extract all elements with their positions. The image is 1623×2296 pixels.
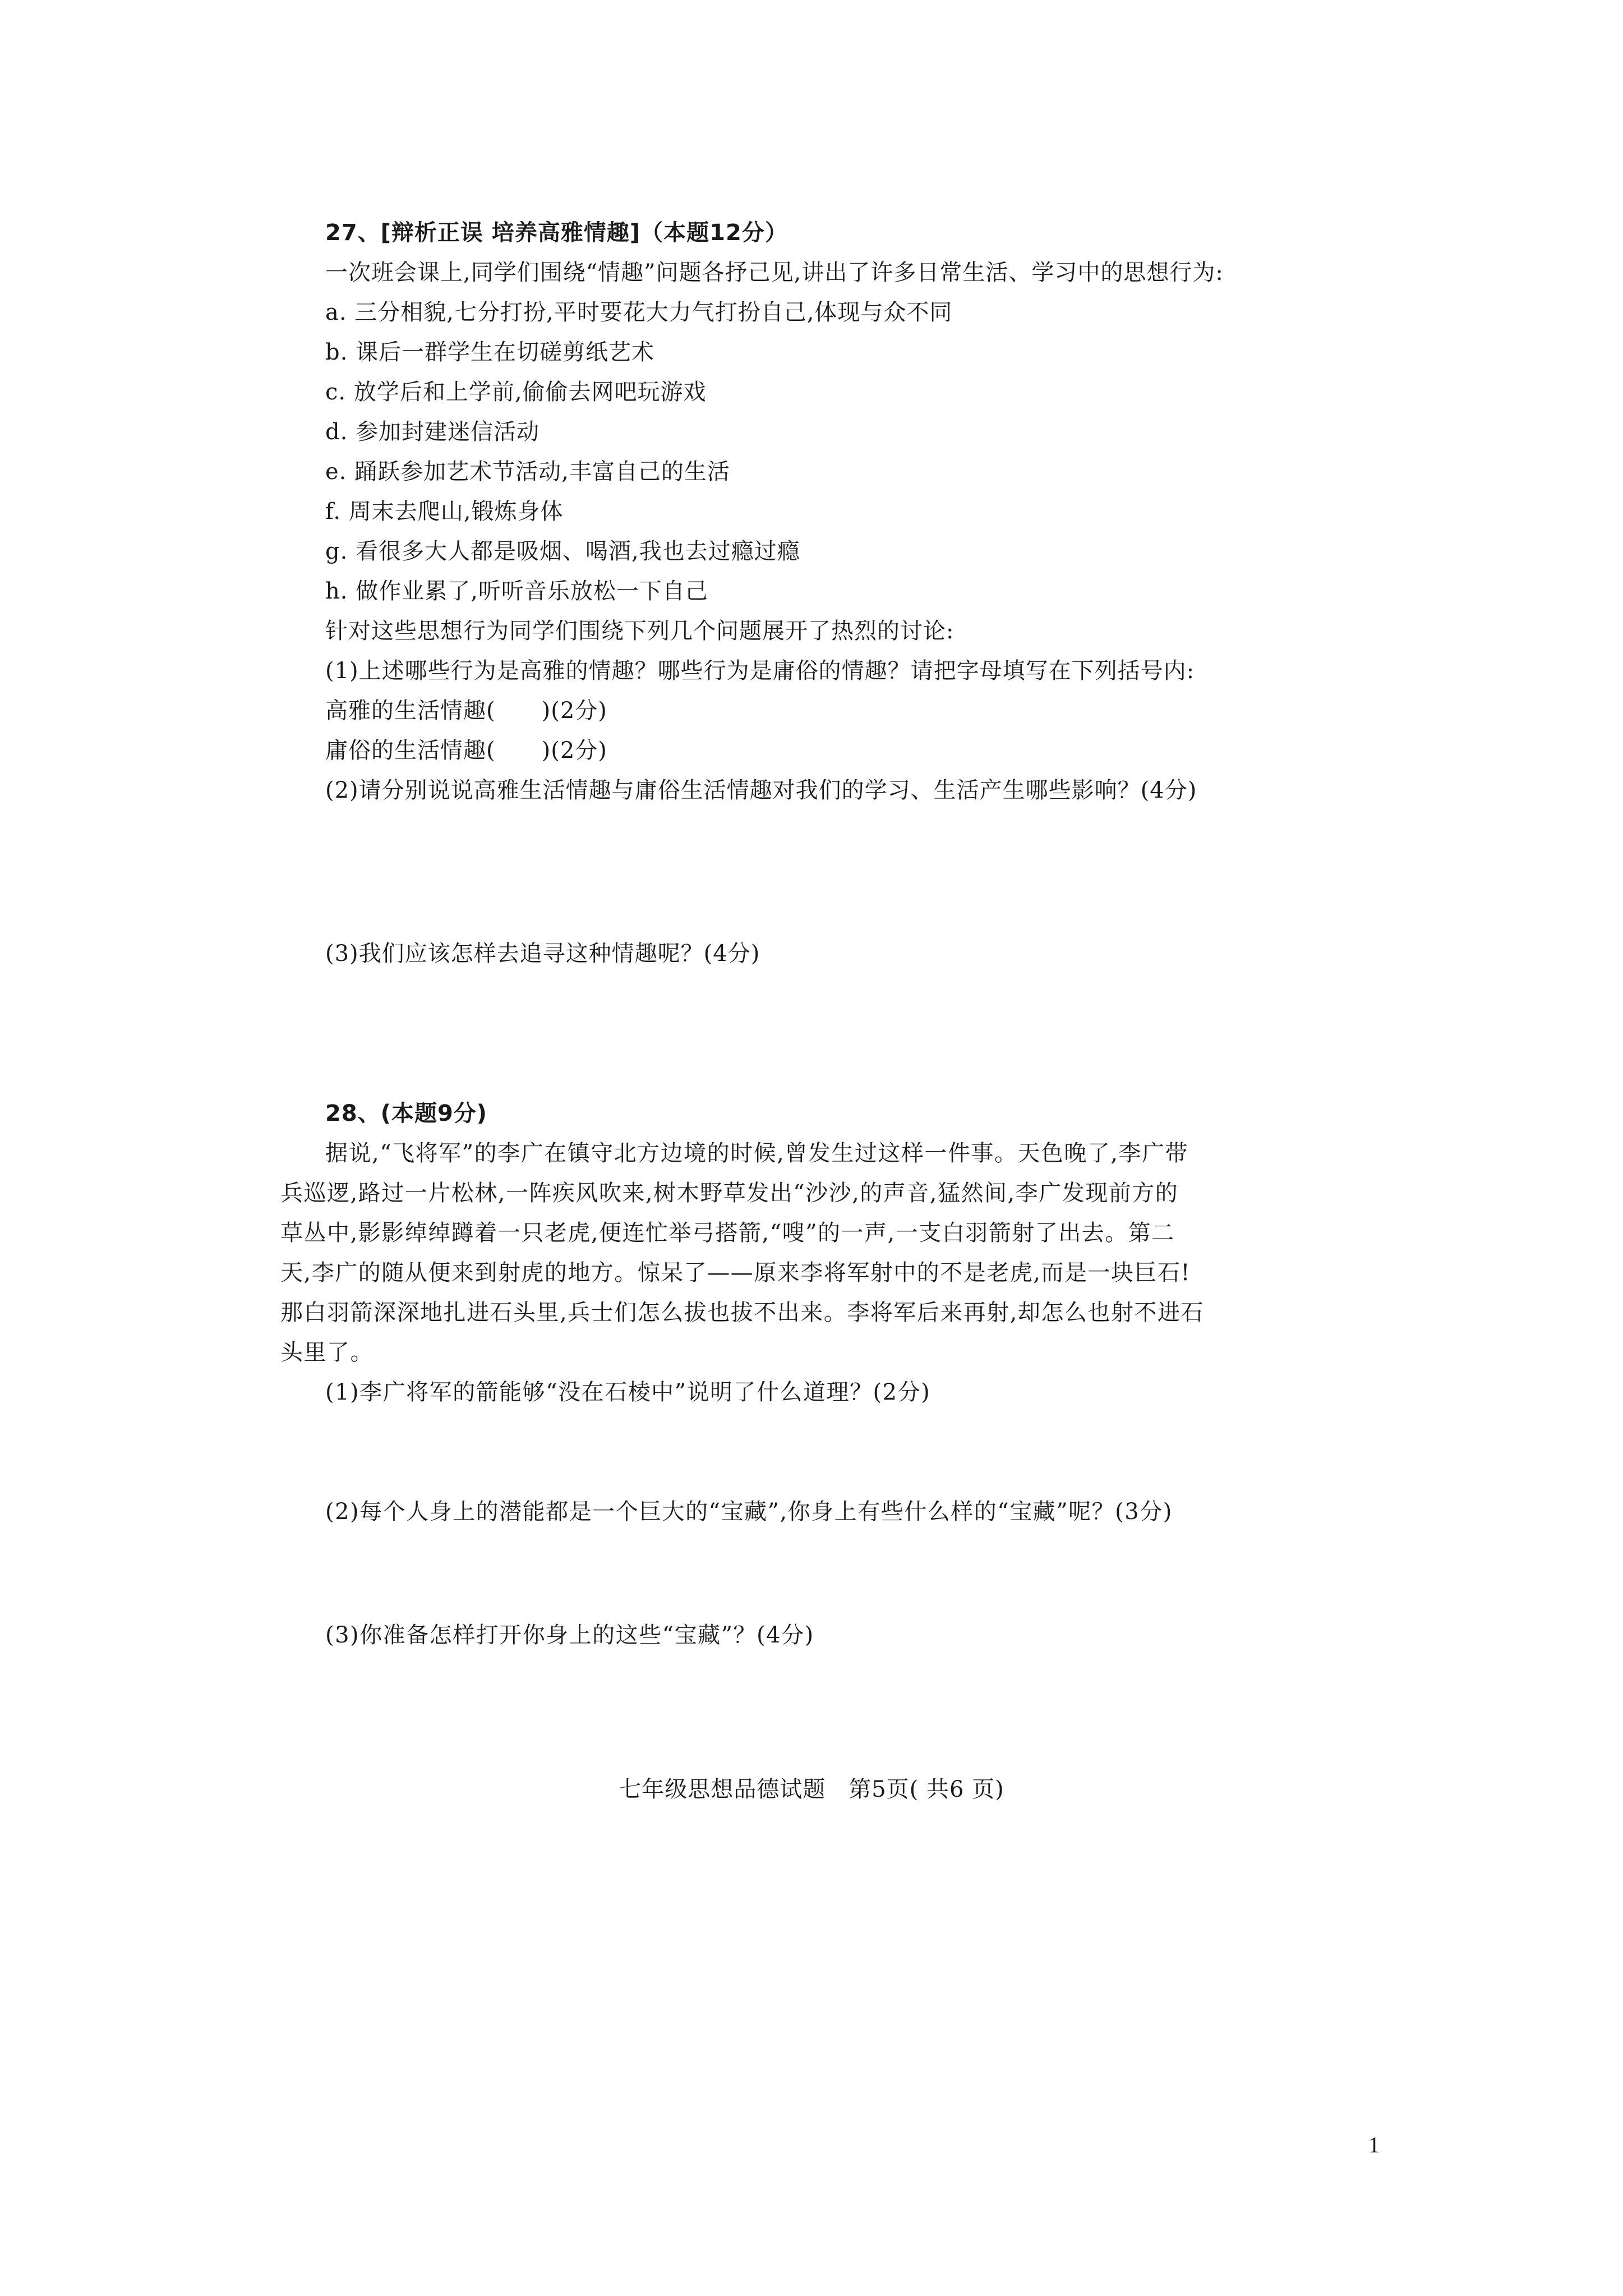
- question-28-sub3: (3)你准备怎样打开你身上的这些“宝藏”？(4分): [325, 1622, 814, 1648]
- question-27-title: 27、[辩析正误 培养高雅情趣]（本题12分）: [325, 220, 788, 246]
- passage-line: 天,李广的随从便来到射虎的地方。惊呆了——原来李将军射中的不是老虎,而是一块巨石!: [280, 1260, 1191, 1286]
- question-28-title: 28、(本题9分): [325, 1101, 488, 1126]
- question-27-intro: 一次班会课上,同学们围绕“情趣”问题各抒己见,讲出了许多日常生活、学习中的思想行为:: [325, 260, 1224, 286]
- option-a: a. 三分相貌,七分打扮,平时要花大力气打扮自己,体现与众不同: [325, 300, 953, 325]
- question-27-sub1: (1)上述哪些行为是高雅的情趣？哪些行为是庸俗的情趣？请把字母填写在下列括号内:: [325, 658, 1195, 684]
- option-g: g. 看很多大人都是吸烟、喝酒,我也去过瘾过瘾: [325, 539, 800, 564]
- question-27: [325, 213, 1324, 811]
- question-27-sub3: (3)我们应该怎样去追寻这种情趣呢？(4分): [325, 941, 760, 967]
- vulgar-interest-blank: 庸俗的生活情趣( )(2分): [325, 738, 607, 763]
- question-28-sub2-block: [280, 1492, 1329, 1532]
- passage-line: 那白羽箭深深地扎进石头里,兵士们怎么拔也拔不出来。李将军后来再射,却怎么也射不进石: [280, 1300, 1204, 1326]
- question-27-sub2: (2)请分别说说高雅生活情趣与庸俗生活情趣对我们的学习、生活产生哪些影响？(4分): [325, 777, 1197, 803]
- option-h: h. 做作业累了,听听音乐放松一下自己: [325, 578, 708, 604]
- option-d: d. 参加封建迷信活动: [325, 419, 540, 445]
- question-28-passage: [280, 1134, 1329, 1412]
- question-28-sub2: (2)每个人身上的潜能都是一个巨大的“宝藏”,你身上有些什么样的“宝藏”呢？(3分): [325, 1499, 1173, 1525]
- option-b: b. 课后一群学生在切磋剪纸艺术: [325, 339, 655, 365]
- option-c: c. 放学后和上学前,偷偷去网吧玩游戏: [325, 379, 707, 405]
- passage-line: 据说,“飞将军”的李广在镇守北方边境的时候,曾发生过这样一件事。天色晚了,李广带: [325, 1140, 1189, 1166]
- page-footer: 七年级思想品德试题 第5页( 共6 页): [619, 1777, 1004, 1802]
- passage-line: 头里了。: [280, 1340, 374, 1365]
- passage-line: 草丛中,影影绰绰蹲着一只老虎,便连忙举弓搭箭,“嗖”的一声,一支白羽箭射了出去。第二: [280, 1220, 1175, 1246]
- question-27-sub3-block: [325, 934, 1324, 974]
- question-28-sub1: (1)李广将军的箭能够“没在石棱中”说明了什么道理？(2分): [325, 1379, 931, 1405]
- option-e: e. 踊跃参加艺术节活动,丰富自己的生活: [325, 459, 730, 485]
- page-number: 1: [1368, 2132, 1380, 2157]
- question-28-sub3-block: [280, 1616, 1329, 1655]
- question-27-lead: 针对这些思想行为同学们围绕下列几个问题展开了热烈的讨论:: [325, 618, 955, 644]
- elegant-interest-blank: 高雅的生活情趣( )(2分): [325, 698, 607, 724]
- passage-line: 兵巡逻,路过一片松林,一阵疾风吹来,树木野草发出“沙沙,的声音,猛然间,李广发现前方的: [280, 1180, 1179, 1206]
- option-f: f. 周末去爬山,锻炼身体: [325, 499, 564, 524]
- question-28-title-block: [325, 1094, 1324, 1134]
